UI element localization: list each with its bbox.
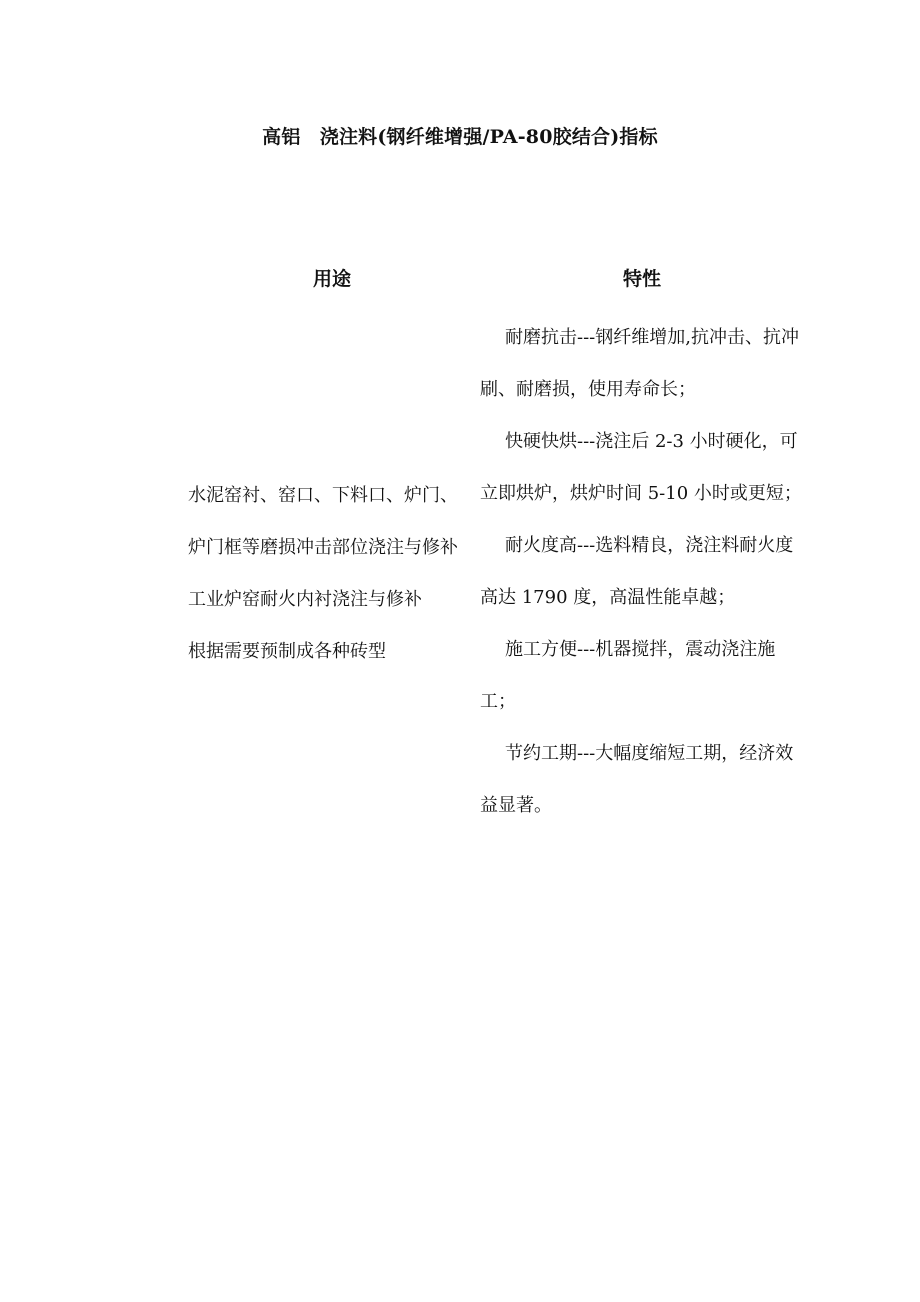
property-item: 施工方便---机器搅拌，震动浇注施工； (480, 639, 776, 712)
properties-column-header: 特性 (623, 268, 662, 290)
property-item: 节约工期---大幅度缩短工期，经济效益显著。 (480, 743, 794, 816)
property-item: 耐火度高---选料精良，浇注料耐火度高达 1790 度，高温性能卓越； (480, 535, 794, 608)
usage-item: 水泥窑衬、窑口、下料口、炉门、炉门框等磨损冲击部位浇注与修补 (188, 485, 458, 558)
page-title: 高铝 浇注料(钢纤维增强/PA-80胶结合)指标 (262, 126, 658, 148)
property-item: 耐磨抗击---钢纤维增加,抗冲击、抗冲刷、耐磨损，使用寿命长； (480, 327, 799, 400)
usage-column-header: 用途 (313, 268, 352, 290)
usage-item: 根据需要预制成各种砖型 (188, 641, 386, 662)
usage-column (188, 470, 470, 678)
properties-column (480, 312, 808, 832)
usage-item: 工业炉窑耐火内衬浇注与修补 (188, 589, 422, 610)
property-item: 快硬快烘---浇注后 2-3 小时硬化，可立即烘炉，烘炉时间 5-10 小时或更短； (480, 431, 802, 504)
